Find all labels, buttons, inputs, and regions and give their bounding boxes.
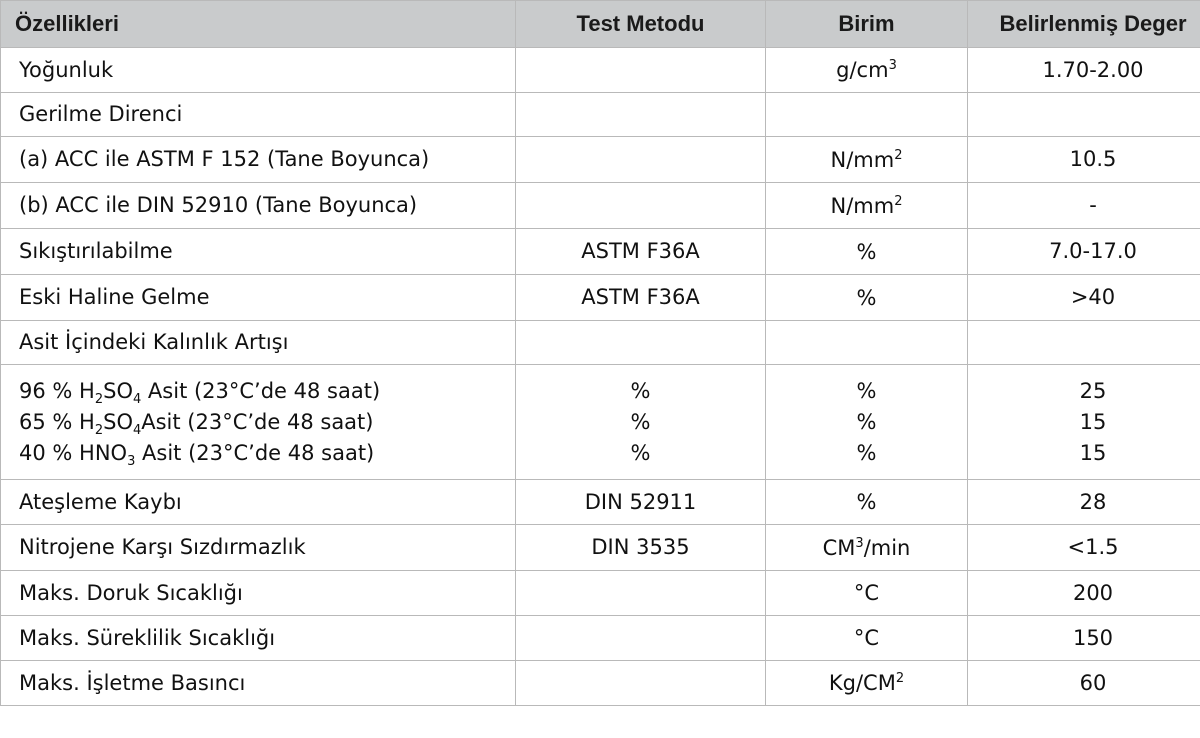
value-cell: 200 [968, 571, 1200, 616]
method-cell [516, 616, 766, 661]
unit-cell [766, 229, 968, 275]
acid-text: Asit (23°C’de 48 saat) [141, 378, 381, 403]
table-row [1, 480, 1200, 525]
method-value: % [630, 440, 651, 465]
method-cell [516, 661, 766, 706]
unit-base: Kg/CM [828, 671, 896, 695]
property-cell: Yoğunluk [1, 48, 516, 93]
acid-unit-cell [766, 365, 968, 480]
method-cell [516, 48, 766, 93]
acid-text: SO [103, 378, 133, 403]
unit-superscript: 2 [895, 671, 905, 686]
value-cell: <1.5 [968, 525, 1200, 571]
table-row [1, 571, 1200, 616]
unit-cell [766, 321, 968, 365]
unit-cell [766, 93, 968, 137]
subscript: 3 [127, 453, 136, 469]
table-row [1, 616, 1200, 661]
property-cell: Eski Haline Gelme [1, 275, 516, 321]
acid-property-cell [1, 365, 516, 480]
property-cell: Sıkıştırılabilme [1, 229, 516, 275]
unit-superscript: 3 [855, 535, 864, 551]
value-cell: 28 [968, 480, 1200, 525]
table-row [1, 275, 1200, 321]
property-cell: Maks. Süreklilik Sıcaklığı [1, 616, 516, 661]
property-cell: Maks. İşletme Basıncı [1, 661, 516, 706]
value-cell [968, 93, 1200, 137]
method-cell: DIN 52911 [516, 480, 766, 525]
method-cell [516, 93, 766, 137]
property-cell: Gerilme Direnci [1, 93, 516, 137]
property-cell: Ateşleme Kaybı [1, 480, 516, 525]
table-row [1, 137, 1200, 183]
header-properties: Özellikleri [1, 1, 516, 48]
unit-cell [766, 480, 968, 525]
table-row [1, 93, 1200, 137]
property-cell: (b) ACC ile DIN 52910 (Tane Boyunca) [1, 183, 516, 229]
acid-text: Asit (23°C’de 48 saat) [141, 409, 374, 434]
value-cell: 150 [968, 616, 1200, 661]
method-cell: ASTM F36A [516, 229, 766, 275]
subscript: 4 [132, 422, 142, 438]
value-cell: - [968, 183, 1200, 229]
table-row [1, 48, 1200, 93]
property-cell: Nitrojene Karşı Sızdırmazlık [1, 525, 516, 571]
subscript: 2 [94, 422, 104, 438]
acid-text: Asit (23°C’de 48 saat) [135, 440, 375, 465]
table-row [1, 525, 1200, 571]
table-row [1, 321, 1200, 365]
value-cell: 10.5 [968, 137, 1200, 183]
subscript: 2 [94, 391, 104, 407]
value-cell [968, 321, 1200, 365]
property-cell: Asit İçindeki Kalınlık Artışı [1, 321, 516, 365]
unit-cell [766, 616, 968, 661]
value-cell: >40 [968, 275, 1200, 321]
unit-cell [766, 48, 968, 93]
method-cell: DIN 3535 [516, 525, 766, 571]
unit-value: % [856, 378, 877, 403]
acid-text: 96 % H [19, 378, 95, 403]
value: 15 [1079, 409, 1107, 434]
unit-cell [766, 571, 968, 616]
unit-base: N/mm [830, 147, 895, 172]
unit-base: N/mm [830, 193, 895, 218]
unit-value: % [856, 409, 877, 434]
table-row [1, 183, 1200, 229]
unit-base: CM [822, 535, 856, 560]
method-value: % [630, 409, 651, 434]
method-cell [516, 321, 766, 365]
property-cell: (a) ACC ile ASTM F 152 (Tane Boyunca) [1, 137, 516, 183]
method-value: % [630, 378, 651, 403]
unit-base: % [856, 490, 877, 514]
unit-cell [766, 275, 968, 321]
header-row [1, 1, 1200, 48]
acid-method-cell [516, 365, 766, 480]
unit-cell [766, 525, 968, 571]
method-cell [516, 183, 766, 229]
method-cell [516, 137, 766, 183]
value-cell: 60 [968, 661, 1200, 706]
unit-cell [766, 183, 968, 229]
unit-tail: /min [863, 535, 911, 560]
acid-text: SO [103, 409, 133, 434]
unit-base: % [856, 285, 877, 310]
method-cell [516, 571, 766, 616]
acid-rows [1, 365, 1200, 480]
unit-superscript: 2 [894, 193, 903, 209]
table-row [1, 229, 1200, 275]
acid-text: 65 % H [19, 409, 95, 434]
header-test-method: Test Metodu [516, 1, 766, 48]
unit-cell [766, 137, 968, 183]
subscript: 4 [132, 391, 142, 407]
unit-superscript: 2 [894, 147, 903, 163]
table-row [1, 661, 1200, 706]
unit-value: % [856, 440, 877, 465]
acid-line [19, 407, 515, 438]
unit-base: °C [853, 626, 880, 650]
value-cell: 7.0-17.0 [968, 229, 1200, 275]
value: 15 [1079, 440, 1107, 465]
header-specified-value: Belirlenmiş Deger [968, 1, 1200, 48]
unit-cell [766, 661, 968, 706]
unit-base: % [856, 239, 877, 264]
header-unit: Birim [766, 1, 968, 48]
unit-superscript: 3 [888, 58, 897, 73]
value-cell: 1.70-2.00 [968, 48, 1200, 93]
acid-line [19, 376, 515, 407]
unit-base: °C [853, 581, 880, 605]
property-cell: Maks. Doruk Sıcaklığı [1, 571, 516, 616]
unit-base: g/cm [836, 58, 889, 82]
acid-text: 40 % HNO [19, 440, 128, 465]
value: 25 [1079, 378, 1107, 403]
method-cell: ASTM F36A [516, 275, 766, 321]
acid-value-cell [968, 365, 1200, 480]
acid-line [19, 438, 515, 469]
